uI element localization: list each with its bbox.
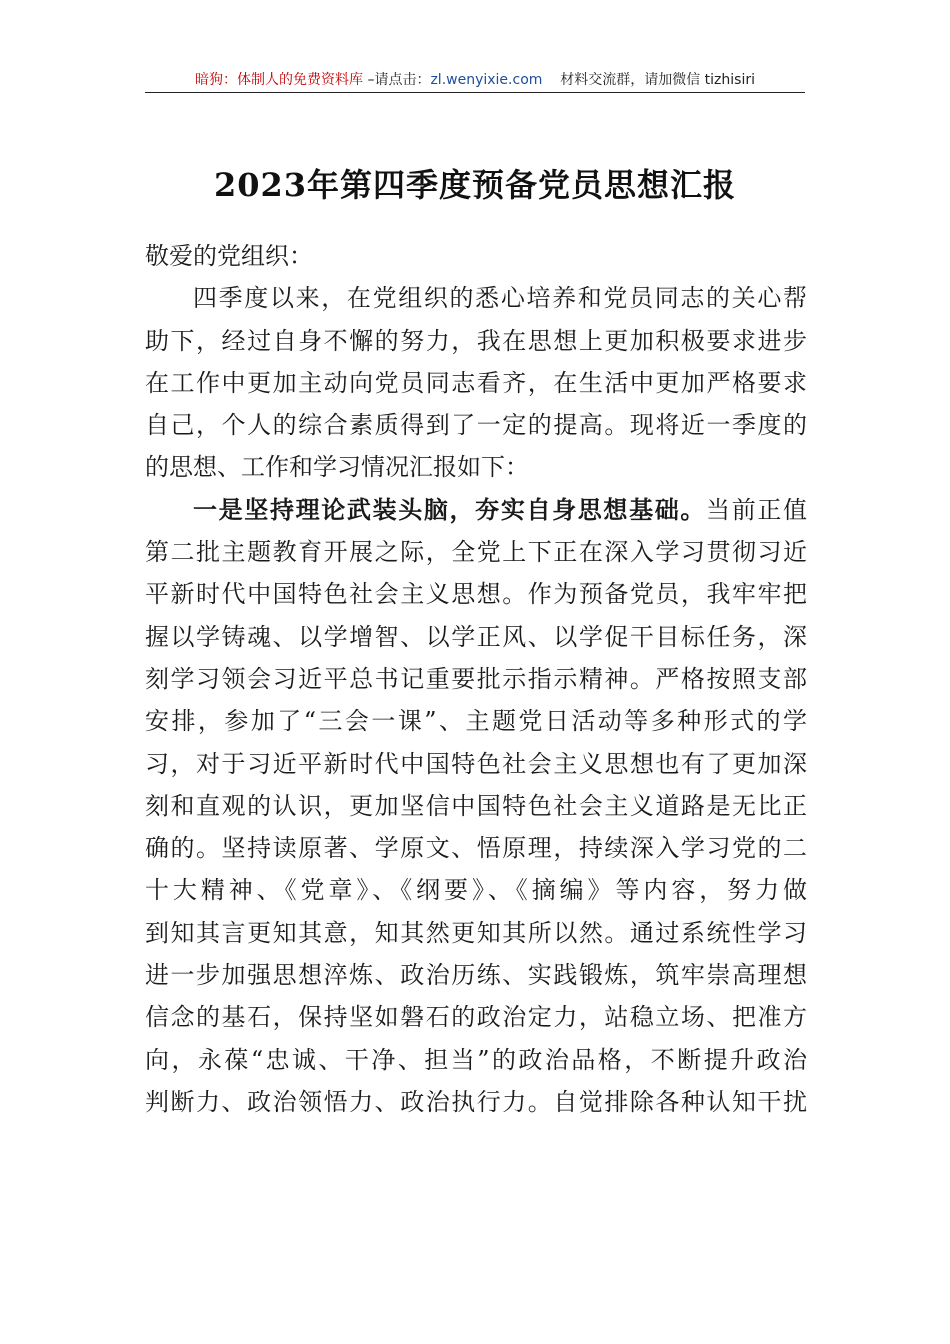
section-1-line: 安排，参加了“三会一课”、主题党日活动等多种形式的学 [145,707,807,736]
paragraph-line: 的思想、工作和学习情况汇报如下： [145,453,529,482]
paragraph-line: 在工作中更加主动向党员同志看齐，在生活中更加严格要求 [145,368,807,397]
salutation: 敬爱的党组织： [145,242,313,270]
section-1-line: 平新时代中国特色社会主义思想。作为预备党员，我牢牢把 [145,580,807,609]
section-1-line: 习，对于习近平新时代中国特色社会主义思想也有了更加深 [145,749,807,778]
paragraph-line: 四季度以来，在党组织的悉心培养和党员同志的关心帮 [193,284,807,313]
page-header [145,70,805,93]
section-1-line: 第二批主题教育开展之际，全党上下正在深入学习贯彻习近 [145,538,807,567]
section-1-line: 判断力、政治领悟力、政治执行力。自觉排除各种认知干扰 [145,1087,807,1116]
section-1-first-line [145,489,807,531]
header-brand: 暗狗：体制人的免费资料库 [195,72,363,88]
section-1-line: 向，永葆“忠诚、干净、担当”的政治品格，不断提升政治 [145,1045,807,1074]
document-body [145,235,807,1123]
section-1-line: 到知其言更知其意，知其然更知其所以然。通过系统性学习 [145,918,807,947]
paragraph-line: 自己，个人的综合素质得到了一定的提高。现将近一季度的 [145,411,807,440]
header-note: 材料交流群，请加微信 tizhisiri [560,72,755,88]
section-1-first-line-rest: 当前正值 [706,495,807,524]
document-title: 2023年第四季度预备党员思想汇报 [213,166,737,204]
section-1-line: 确的。坚持读原著、学原文、悟原理，持续深入学习党的二 [145,834,807,863]
paragraph-line: 助下，经过自身不懈的努力，我在思想上更加积极要求进步 [145,326,807,355]
header-separator: –请点击： [363,72,431,88]
section-1-heading: 一是坚持理论武装头脑，夯实自身思想基础。 [193,494,707,524]
section-1-line: 信念的基石，保持坚如磐石的政治定力，站稳立场、把准方 [145,1003,807,1032]
section-1-line: 进一步加强思想淬炼、政治历练、实践锻炼，筑牢崇高理想 [145,961,807,990]
section-1-line: 十大精神、《党章》、《纲要》、《摘编》等内容，努力做 [145,876,807,905]
section-1-line: 刻学习领会习近平总书记重要批示指示精神。严格按照支部 [145,664,807,693]
header-url-link[interactable]: zl.wenyixie.com [430,72,543,88]
section-1-line: 握以学铸魂、以学增智、以学正风、以学促干目标任务，深 [145,622,807,651]
section-1-line: 刻和直观的认识，更加坚信中国特色社会主义道路是无比正 [145,791,807,820]
